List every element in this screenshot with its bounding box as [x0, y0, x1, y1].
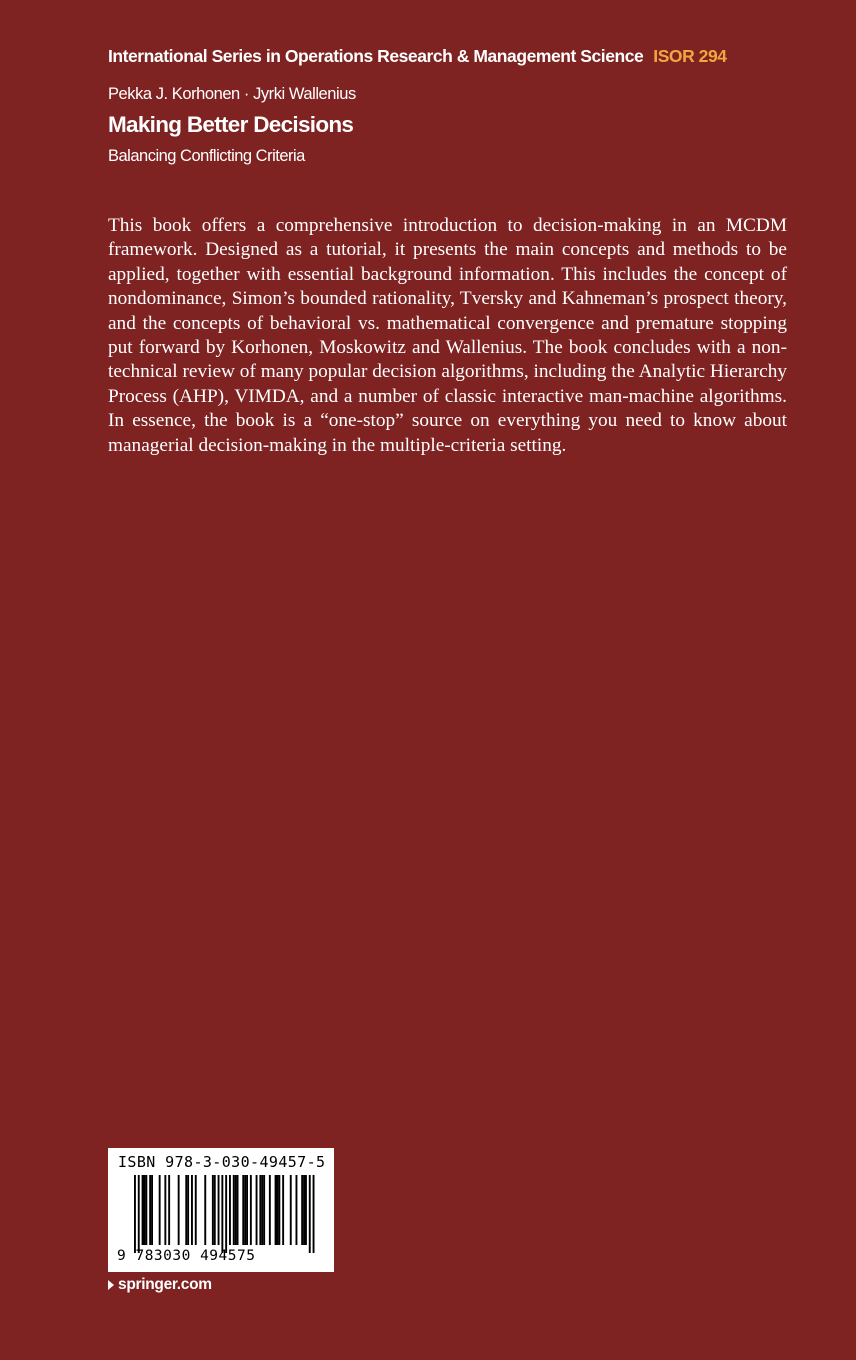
barcode-bar — [187, 1175, 189, 1245]
series-line — [108, 46, 727, 67]
barcode-bar — [149, 1175, 151, 1245]
barcode-bar — [275, 1175, 277, 1245]
book-subtitle: Balancing Conflicting Criteria — [108, 147, 305, 165]
publisher-link[interactable] — [108, 1276, 212, 1294]
barcode-bar — [303, 1175, 305, 1245]
barcode-bar — [218, 1175, 220, 1245]
barcode-bar — [237, 1175, 239, 1245]
barcode-bar — [142, 1175, 144, 1245]
book-description: This book offers a comprehensive introduction to decision-making in an MCDM framework. Designed as a tutorial, it presents the main concepts and methods to be applied, together with essential background information. This includes the concept of nondominance, Simon’s bounded rationality, Tversky and Kahneman’s prospect theory, and the concepts of behavioral vs. mathematical convergence and premature stopping put forward by Korhonen, Moskowitz and Wallenius. The book concludes with a non-technical review of many popular decision algorithms, including the Analytic Hierarchy Process (AHP), VIMDA, and a number of classic interactive man-machine algorithms. In essence, the book is a “one-stop” source on everything you need to know about managerial decision-making in the multiple-criteria setting. — [108, 215, 787, 456]
barcode-bar — [225, 1175, 227, 1253]
barcode-bar — [235, 1175, 237, 1245]
barcode-bar — [204, 1175, 206, 1245]
series-volume: ISOR 294 — [653, 46, 727, 66]
barcode-bar — [214, 1175, 216, 1245]
barcode-bar — [282, 1175, 284, 1245]
arrow-right-icon — [108, 1280, 114, 1290]
barcode-bar — [277, 1175, 279, 1245]
publisher-url: springer.com — [118, 1276, 212, 1293]
barcode-bar — [309, 1175, 311, 1253]
barcode-bar — [164, 1175, 166, 1245]
barcode-bar — [301, 1175, 303, 1245]
barcode-bar — [144, 1175, 146, 1245]
barcode-bar — [168, 1175, 170, 1245]
isbn-label: ISBN 978-3-030-49457-5 — [118, 1153, 326, 1171]
barcode-bar — [145, 1175, 147, 1245]
barcode-bar — [259, 1175, 261, 1245]
barcode-bar — [185, 1175, 187, 1245]
barcode-bar — [269, 1175, 271, 1245]
book-authors: Pekka J. Korhonen · Jyrki Wallenius — [108, 85, 356, 103]
barcode-bar — [138, 1175, 140, 1253]
barcode-bar — [151, 1175, 153, 1245]
barcode-bar — [296, 1175, 298, 1245]
barcode-bar — [290, 1175, 292, 1245]
barcode-bar — [221, 1175, 223, 1253]
book-title: Making Better Decisions — [108, 112, 354, 137]
barcode-bar — [159, 1175, 161, 1245]
barcode-bar — [278, 1175, 280, 1245]
barcode-bar — [191, 1175, 193, 1245]
barcode-bar — [178, 1175, 180, 1245]
barcode-bar — [261, 1175, 263, 1245]
barcode-bar — [263, 1175, 265, 1245]
barcode-bar — [256, 1175, 258, 1245]
barcode-bar — [244, 1175, 246, 1245]
barcode-bar — [212, 1175, 214, 1245]
barcode-digits: 9 783030 494575 — [117, 1248, 256, 1264]
barcode-bar — [233, 1175, 235, 1245]
series-name: International Series in Operations Research & Management Science — [108, 46, 644, 66]
barcode-bar — [305, 1175, 307, 1245]
barcode-bar — [246, 1175, 248, 1245]
barcode-bar — [229, 1175, 231, 1245]
barcode-bar — [134, 1175, 136, 1253]
barcode-bar — [195, 1175, 197, 1245]
barcode-bar — [250, 1175, 252, 1245]
barcode-bar — [313, 1175, 315, 1253]
isbn-barcode — [108, 1148, 334, 1272]
barcode-bar — [242, 1175, 244, 1245]
